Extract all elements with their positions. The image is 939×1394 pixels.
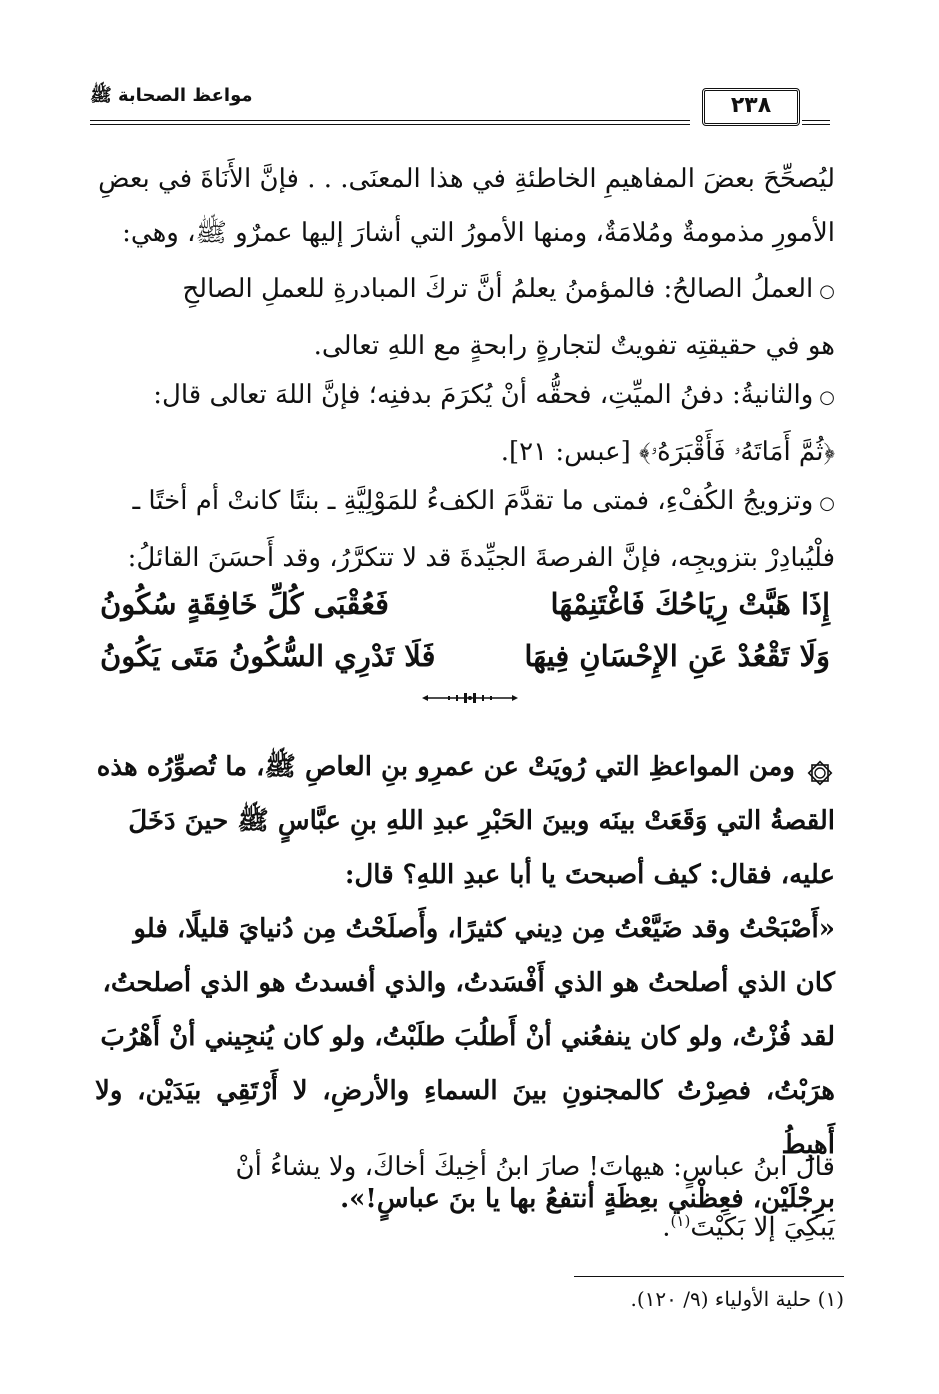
text-line: الأمورِ مذمومةٌ ومُلامَةٌ، ومنها الأمورُ التي أشارَ إليها عمرٌو ﷺ، وهي: (122, 218, 835, 248)
ornament-icon (420, 690, 520, 706)
poem-verse (100, 630, 830, 682)
page-header (90, 78, 830, 128)
list-item (95, 474, 835, 585)
quran-verse: ﴿ثُمَّ أَمَاتَهُۥ فَأَقْبَرَهُۥ﴾ [عبس: ٢١]. (500, 437, 835, 467)
list-item (95, 262, 835, 373)
text-line: هرَبْتُ، فصِرْتُ كالمجنونِ بينَ السماءِ والأرضِ، لا أَرْتَقِي بيَدَيْن، ولا أَهبِطُ (95, 1076, 835, 1160)
poem-verse (100, 578, 830, 630)
text-line: القصةُ التي وَقَعَتْ بينَه وبينَ الحَبْرِ عبدِ اللهِ بنِ عبَّاسٍ ﷺ حينَ دَخَلَ (128, 806, 835, 836)
ornament-divider (420, 690, 520, 710)
poem (100, 578, 830, 682)
poem-hemistich-second: فَعُقْبَى كُلِّ خَافِقَةٍ سُكُونُ (100, 587, 389, 621)
page-number: ٢٣٨ (702, 88, 800, 126)
header-rule-double (90, 124, 690, 125)
text-line: يَبكِيَ إلا بَكَيْتَ (690, 1212, 835, 1243)
octagram-icon (805, 753, 835, 783)
footnote: (١) حلية الأولياء (٩/ ١٢٠). (630, 1287, 844, 1311)
header-rule-right (802, 120, 830, 125)
footnote-rule (574, 1276, 844, 1277)
text-line: كان الذي أصلحتُ هو الذي أَفْسَدتُ، والذي أفسدتُ هو الذي أصلحتُ، (102, 968, 835, 998)
poem-hemistich-second: فَلَا تَدْرِي السُّكُونُ مَتَى يَكُونُ (100, 639, 436, 673)
bullet-icon: ○ (819, 281, 835, 302)
text-line: وتزويجُ الكُفْءِ، فمتى ما تقدَّمَ الكفءُ للمَوْلِيَّةِ ـ بنتًا كانتْ أم أختًا ـ (132, 486, 814, 516)
poem-hemistich-first: وَلَا تَقْعُدْ عَنِ الإِحْسَانِ فِيهَا (524, 639, 830, 673)
poem-hemistich-first: إِذَا هَبَّتْ رِيَاحُكَ فَاغْتَنِمْهَا (550, 587, 830, 621)
text-line: هو في حقيقتِه تفويتٌ لتجارةٍ رابحةٍ مع اللهِ تعالى. (313, 331, 835, 361)
text-line: فلْيُبادِرْ بتزويجِه، فإنَّ الفرصةَ الجيِّدةَ قد لا تتكرَّرُ، وقد أَحسَنَ القائلُ: (127, 543, 835, 573)
list-item (95, 368, 835, 479)
text-line: لقد فُزْتُ، ولو كان ينفعُني أنْ أَطلُبَ طلَبْتُ، ولو كان يُنجِيني أنْ أَهْرُبَ (100, 1022, 835, 1052)
header-rule (90, 120, 690, 121)
text-end: . (662, 1212, 671, 1243)
text-line: «أَصْبَحْتُ وقد ضَيَّعْتُ مِن دِيني كثيرًا، وأَصلَحْتُ مِن دُنيايَ قليلًا، فلو (133, 914, 835, 944)
text-line: ليُصحِّحَ بعضَ المفاهيمِ الخاطئةِ في هذا المعنَى. . . فإنَّ الأَنَاةَ في بعضِ (98, 164, 835, 194)
running-title: مواعظ الصحابة ﷺ (90, 85, 253, 106)
text-line: عليه، فقال: كيف أصبحتَ يا أبا عبدِ اللهِ؟ قال: (344, 860, 835, 890)
bullet-icon: ○ (819, 387, 835, 408)
text-line: برِجْلَيْن، فعِظْني بعِظَةٍ أنتفعُ بها يا بنَ عباسٍ!». (340, 1184, 835, 1214)
text-line: العملُ الصالحُ: فالمؤمنُ يعلمُ أنَّ تركَ المبادرةِ للعملِ الصالحِ (182, 274, 814, 304)
text-line: قال ابنُ عباسٍ: هيهاتَ! صارَ ابنُ أخِيكَ أخاكَ، ولا يشاءُ أنْ (235, 1152, 835, 1182)
text-line: والثانيةُ: دفنُ الميِّتِ، فحقُّه أنْ يُكرَمَ بدفنِه؛ فإنَّ اللهَ تعالى قال: (153, 380, 814, 410)
text-line: ومن المواعظِ التي رُويَتْ عن عمرِو بنِ العاصِ ﷺ، ما تُصوِّرُه هذه (96, 752, 795, 782)
intro-paragraph (95, 152, 835, 260)
footnote-ref: (١) (670, 1212, 691, 1230)
bullet-icon: ○ (819, 493, 835, 514)
closing-paragraph (95, 1140, 835, 1255)
